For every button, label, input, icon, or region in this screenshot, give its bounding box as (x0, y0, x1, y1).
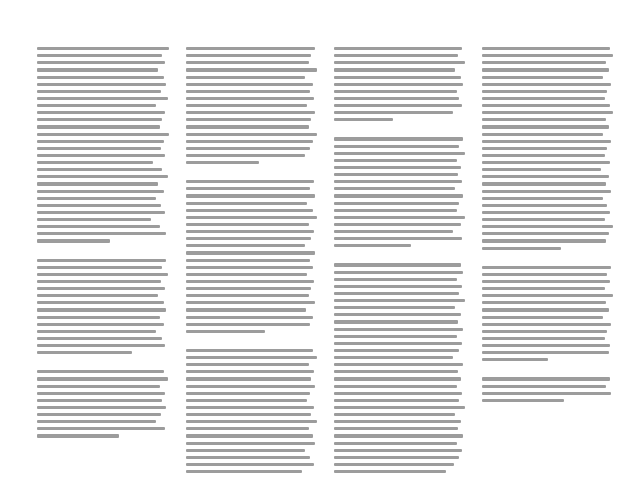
illegible-text-line (186, 266, 313, 269)
paragraph (186, 47, 318, 164)
illegible-text-line (186, 61, 309, 64)
illegible-text-line (186, 161, 259, 164)
paragraph (334, 137, 466, 247)
illegible-text-line (37, 61, 165, 64)
paragraph (37, 370, 169, 437)
illegible-text-line (334, 356, 453, 359)
illegible-text-line (334, 442, 457, 445)
illegible-text-line (186, 330, 265, 333)
illegible-text-line (334, 328, 463, 331)
illegible-text-line (186, 47, 315, 50)
illegible-text-line (37, 211, 165, 214)
illegible-text-line (186, 294, 309, 297)
illegible-text-line (482, 68, 609, 71)
illegible-text-line (482, 211, 610, 214)
text-column-2 (186, 47, 318, 477)
illegible-text-line (186, 413, 311, 416)
paragraph-gap (482, 254, 614, 266)
illegible-text-line (37, 161, 153, 164)
illegible-text-line (334, 434, 463, 437)
paragraph (482, 377, 614, 402)
illegible-text-line (37, 204, 161, 207)
paragraph-gap (37, 358, 169, 370)
illegible-text-line (186, 349, 313, 352)
illegible-text-line (37, 351, 132, 354)
illegible-text-line (37, 377, 168, 380)
illegible-text-line (482, 294, 613, 297)
illegible-text-line (334, 427, 458, 430)
illegible-text-line (482, 182, 606, 185)
illegible-text-line (186, 363, 309, 366)
illegible-text-line (334, 377, 461, 380)
illegible-text-line (186, 308, 306, 311)
illegible-text-line (186, 392, 310, 395)
illegible-text-line (482, 147, 607, 150)
illegible-text-line (186, 104, 307, 107)
illegible-text-line (334, 285, 462, 288)
illegible-text-line (186, 370, 314, 373)
illegible-text-line (334, 61, 465, 64)
illegible-text-line (186, 259, 310, 262)
illegible-text-line (482, 197, 603, 200)
illegible-text-line (37, 90, 161, 93)
paragraph-gap (334, 251, 466, 263)
paragraph (482, 47, 614, 250)
illegible-text-line (37, 337, 162, 340)
illegible-text-line (186, 54, 311, 57)
illegible-text-line (186, 323, 310, 326)
paragraph (37, 259, 169, 355)
illegible-text-line (186, 449, 305, 452)
illegible-text-line (334, 209, 457, 212)
illegible-text-line (186, 442, 315, 445)
paragraph (186, 180, 318, 333)
illegible-text-line (334, 152, 465, 155)
illegible-text-line (334, 145, 459, 148)
illegible-text-line (37, 147, 161, 150)
illegible-text-line (334, 349, 459, 352)
illegible-text-line (37, 392, 165, 395)
illegible-text-line (186, 316, 313, 319)
paragraph (37, 47, 169, 243)
illegible-text-line (186, 406, 314, 409)
illegible-text-line (334, 370, 458, 373)
illegible-text-line (37, 434, 119, 437)
illegible-text-line (37, 259, 166, 262)
illegible-text-line (37, 294, 158, 297)
illegible-text-line (482, 61, 606, 64)
illegible-text-line (482, 337, 605, 340)
illegible-text-line (334, 406, 465, 409)
illegible-text-line (334, 385, 457, 388)
paragraph-gap (186, 337, 318, 349)
illegible-text-line (186, 456, 310, 459)
illegible-text-line (186, 287, 311, 290)
illegible-text-line (37, 330, 156, 333)
illegible-text-line (37, 68, 158, 71)
illegible-text-line (37, 308, 166, 311)
paragraph-gap (37, 247, 169, 259)
illegible-text-line (482, 225, 613, 228)
paragraph (186, 349, 318, 473)
illegible-text-line (37, 406, 166, 409)
illegible-text-line (37, 239, 110, 242)
illegible-text-line (334, 187, 455, 190)
illegible-text-line (334, 363, 463, 366)
illegible-text-line (37, 344, 165, 347)
illegible-text-line (334, 392, 462, 395)
illegible-text-line (186, 434, 313, 437)
illegible-text-line (482, 161, 610, 164)
illegible-text-line (482, 308, 609, 311)
illegible-text-line (186, 301, 315, 304)
illegible-text-line (186, 244, 305, 247)
illegible-text-line (186, 97, 314, 100)
illegible-text-line (37, 218, 151, 221)
illegible-text-line (186, 356, 317, 359)
illegible-text-line (334, 97, 459, 100)
illegible-text-line (186, 194, 315, 197)
illegible-text-line (482, 111, 613, 114)
illegible-text-line (334, 223, 461, 226)
illegible-text-line (334, 263, 461, 266)
illegible-text-line (37, 266, 162, 269)
illegible-text-line (37, 83, 166, 86)
illegible-text-line (186, 187, 310, 190)
illegible-text-line (482, 301, 606, 304)
illegible-text-line (186, 118, 311, 121)
illegible-text-line (482, 90, 607, 93)
illegible-text-line (37, 182, 158, 185)
illegible-text-line (334, 244, 411, 247)
illegible-text-line (37, 104, 156, 107)
illegible-text-line (37, 47, 169, 50)
illegible-text-line (482, 358, 548, 361)
illegible-text-line (186, 209, 313, 212)
illegible-text-line (334, 237, 462, 240)
illegible-text-line (482, 97, 605, 100)
illegible-text-line (482, 287, 605, 290)
illegible-text-line (482, 76, 603, 79)
text-column-1 (37, 47, 169, 442)
illegible-text-line (482, 232, 609, 235)
illegible-text-line (37, 287, 165, 290)
illegible-text-line (186, 90, 310, 93)
illegible-text-line (37, 54, 162, 57)
illegible-text-line (186, 83, 313, 86)
illegible-text-line (482, 247, 561, 250)
text-column-3 (334, 47, 466, 477)
illegible-text-line (37, 97, 168, 100)
illegible-text-line (482, 190, 611, 193)
illegible-text-line (482, 47, 610, 50)
illegible-text-line (334, 166, 461, 169)
illegible-text-line (186, 399, 307, 402)
illegible-text-line (37, 273, 168, 276)
illegible-text-line (482, 83, 611, 86)
illegible-text-line (37, 301, 164, 304)
illegible-text-line (37, 225, 160, 228)
illegible-text-line (186, 230, 314, 233)
illegible-text-line (334, 313, 461, 316)
illegible-text-line (334, 299, 465, 302)
illegible-text-line (37, 385, 160, 388)
illegible-text-line (334, 292, 459, 295)
illegible-text-line (482, 266, 611, 269)
illegible-text-line (334, 320, 458, 323)
illegible-text-line (37, 133, 169, 136)
illegible-text-line (334, 230, 453, 233)
illegible-text-line (334, 335, 457, 338)
illegible-text-line (186, 273, 307, 276)
illegible-text-line (482, 323, 611, 326)
illegible-text-line (37, 427, 165, 430)
illegible-text-line (37, 175, 168, 178)
illegible-text-line (186, 470, 302, 473)
illegible-text-line (334, 216, 465, 219)
illegible-text-line (482, 280, 610, 283)
illegible-text-line (186, 154, 305, 157)
illegible-text-line (186, 216, 317, 219)
illegible-text-line (482, 330, 607, 333)
illegible-text-line (334, 449, 462, 452)
text-column-4 (482, 47, 614, 406)
illegible-text-line (37, 323, 164, 326)
illegible-text-line (482, 104, 610, 107)
illegible-text-line (186, 202, 307, 205)
illegible-text-line (37, 111, 165, 114)
illegible-text-line (186, 237, 311, 240)
illegible-text-line (334, 413, 455, 416)
illegible-text-line (482, 399, 564, 402)
illegible-text-line (186, 125, 309, 128)
illegible-text-line (37, 154, 165, 157)
paragraph-gap (186, 168, 318, 180)
illegible-text-line (334, 271, 463, 274)
illegible-text-line (482, 133, 603, 136)
illegible-text-line (334, 463, 454, 466)
illegible-text-line (186, 420, 317, 423)
illegible-text-line (482, 218, 605, 221)
illegible-text-line (482, 392, 611, 395)
paragraph-gap (482, 365, 614, 377)
illegible-text-line (37, 316, 160, 319)
illegible-text-line (482, 385, 606, 388)
illegible-text-line (482, 154, 605, 157)
illegible-text-line (37, 168, 162, 171)
illegible-text-line (334, 180, 462, 183)
illegible-text-line (334, 76, 461, 79)
illegible-text-line (37, 125, 160, 128)
illegible-text-line (482, 175, 609, 178)
illegible-text-line (334, 47, 462, 50)
illegible-text-line (37, 370, 164, 373)
illegible-text-line (334, 159, 457, 162)
illegible-text-line (334, 420, 461, 423)
illegible-text-line (482, 168, 601, 171)
illegible-text-line (334, 90, 457, 93)
illegible-text-line (37, 118, 162, 121)
illegible-text-line (334, 104, 462, 107)
illegible-text-line (186, 180, 314, 183)
illegible-text-line (186, 463, 314, 466)
illegible-text-line (334, 306, 455, 309)
illegible-text-line (334, 278, 457, 281)
illegible-text-line (334, 342, 462, 345)
illegible-text-line (37, 420, 156, 423)
illegible-text-line (482, 344, 610, 347)
illegible-text-line (482, 125, 609, 128)
illegible-text-line (186, 251, 315, 254)
illegible-text-line (186, 280, 314, 283)
illegible-text-line (186, 427, 309, 430)
illegible-text-line (482, 351, 609, 354)
paragraph (334, 47, 466, 121)
illegible-text-line (334, 118, 393, 121)
illegible-text-line (37, 140, 164, 143)
illegible-text-line (186, 140, 313, 143)
illegible-text-line (37, 413, 161, 416)
illegible-text-line (334, 194, 463, 197)
illegible-text-line (482, 140, 611, 143)
illegible-text-line (186, 111, 315, 114)
illegible-text-line (186, 68, 317, 71)
paragraph (482, 266, 614, 362)
illegible-text-line (334, 456, 459, 459)
illegible-text-line (37, 280, 161, 283)
illegible-text-line (37, 232, 166, 235)
illegible-text-line (482, 239, 606, 242)
illegible-text-line (482, 54, 613, 57)
illegible-text-line (482, 316, 603, 319)
illegible-text-line (334, 470, 446, 473)
illegible-text-line (482, 118, 606, 121)
illegible-text-line (334, 68, 455, 71)
illegible-text-line (186, 147, 310, 150)
illegible-text-line (334, 54, 458, 57)
illegible-text-line (186, 76, 305, 79)
illegible-text-line (482, 204, 607, 207)
paragraph (334, 263, 466, 473)
illegible-text-line (334, 137, 463, 140)
illegible-text-line (334, 111, 453, 114)
illegible-text-line (37, 76, 164, 79)
paragraph-gap (334, 125, 466, 137)
illegible-text-line (186, 385, 315, 388)
illegible-text-line (482, 273, 607, 276)
illegible-text-line (482, 377, 610, 380)
illegible-text-line (334, 202, 459, 205)
illegible-text-line (186, 223, 309, 226)
illegible-text-line (334, 83, 463, 86)
illegible-text-line (186, 377, 311, 380)
illegible-text-line (37, 399, 162, 402)
illegible-text-line (186, 133, 317, 136)
illegible-text-line (37, 197, 156, 200)
illegible-text-line (334, 173, 458, 176)
illegible-text-line (334, 399, 459, 402)
illegible-text-line (37, 190, 164, 193)
